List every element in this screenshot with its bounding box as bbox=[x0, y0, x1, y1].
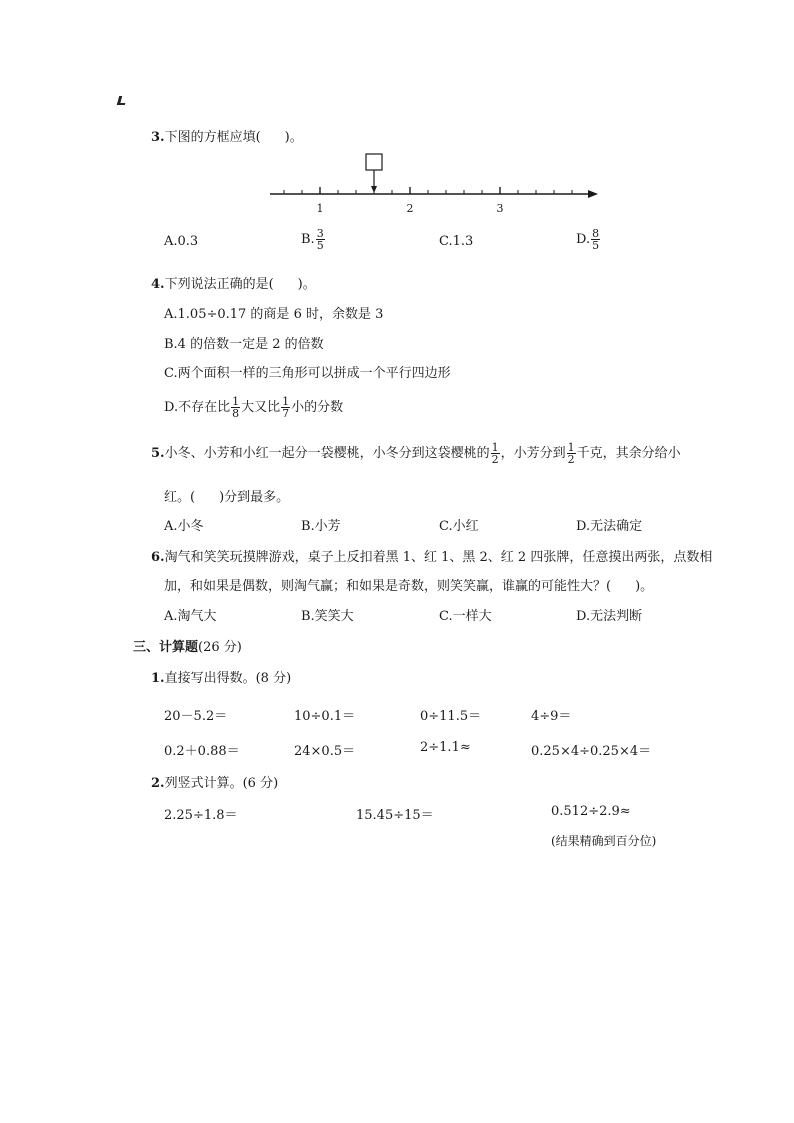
q5-option-c[interactable]: C.小红 bbox=[439, 519, 479, 534]
q5-option-d[interactable]: D.无法确定 bbox=[576, 519, 643, 534]
q6-line-2 bbox=[164, 575, 653, 594]
q6-option-b[interactable]: B.笑笑大 bbox=[301, 609, 354, 624]
q3-option-c-letter: C. bbox=[439, 234, 453, 249]
q4-number: 4. bbox=[151, 277, 165, 292]
calc-part-1-score: (8 分) bbox=[255, 671, 292, 686]
q4-option-d-fraction-2: $\frac{1}{7}$ bbox=[282, 395, 290, 420]
vertical-calc-item[interactable]: 15.45÷15＝ bbox=[356, 808, 434, 823]
q4-option-b[interactable]: B.4 的倍数一定是 2 的倍数 bbox=[164, 337, 324, 352]
calc-item[interactable]: 0.2＋0.88＝ bbox=[164, 744, 240, 759]
q3-option-c[interactable] bbox=[439, 234, 473, 249]
calc-part-1-number: 1. bbox=[151, 671, 165, 686]
q5-number: 5. bbox=[151, 446, 165, 461]
section-3-score: (26 分) bbox=[198, 640, 242, 655]
q4-option-c[interactable]: C.两个面积一样的三角形可以拼成一个平行四边形 bbox=[164, 366, 451, 381]
tick-label: 1 bbox=[316, 202, 324, 214]
calc-item[interactable]: 0÷11.5＝ bbox=[420, 709, 482, 724]
vertical-calc-item[interactable]: 2.25÷1.8＝ bbox=[164, 808, 238, 823]
calc-part-2-heading bbox=[151, 772, 278, 791]
q3-option-d[interactable] bbox=[576, 228, 601, 251]
tick-label: 2 bbox=[406, 202, 414, 214]
answer-box bbox=[366, 154, 382, 170]
rounding-note: (结果精确到百分位) bbox=[551, 834, 657, 848]
calc-part-2-title: 列竖式计算。 bbox=[164, 776, 243, 791]
q4-stem-end: )。 bbox=[297, 277, 316, 292]
q6-text-end: )。 bbox=[635, 579, 654, 594]
q5-option-b[interactable]: B.小芳 bbox=[301, 519, 341, 534]
q5-line-2 bbox=[164, 486, 289, 505]
q4-option-d-pre: D.不存在比 bbox=[164, 400, 231, 415]
q6-option-c[interactable]: C.一样大 bbox=[439, 609, 492, 624]
q6-number: 6. bbox=[151, 550, 165, 565]
calc-part-1-title: 直接写出得数。 bbox=[164, 671, 256, 686]
calc-item[interactable]: 4÷9＝ bbox=[531, 709, 572, 724]
calc-item[interactable]: 24×0.5＝ bbox=[294, 744, 356, 759]
box-pointer-head bbox=[371, 186, 377, 193]
q5-text-a: 小冬、小芳和小红一起分一袋樱桃，小冬分到这袋樱桃的 bbox=[164, 446, 490, 461]
q3-option-b-letter: B. bbox=[301, 232, 315, 247]
vertical-calc-item[interactable]: 0.512÷2.9≈ bbox=[551, 804, 631, 819]
q3-number: 3. bbox=[151, 130, 165, 145]
q3-number-line bbox=[262, 148, 602, 214]
q3-option-a-letter: A. bbox=[164, 234, 178, 249]
q4-option-a[interactable]: A.1.05÷0.17 的商是 6 时，余数是 3 bbox=[164, 307, 384, 322]
q5-text-b: ，小芳分到 bbox=[500, 446, 566, 461]
tick-label: 3 bbox=[496, 202, 504, 214]
q3-stem-end: )。 bbox=[284, 130, 303, 145]
q3-option-d-fraction: $\frac{8}{5}$ bbox=[592, 227, 600, 252]
calc-item[interactable]: 0.25×4÷0.25×4＝ bbox=[531, 744, 652, 759]
q6-text-1: 淘气和笑笑玩摸牌游戏，桌子上反扣着黑 1、红 1、黑 2、红 2 四张牌，任意摸出两张，点数相 bbox=[164, 550, 713, 565]
number-line-arrow bbox=[588, 190, 598, 198]
section-3-title: 三、计算题 bbox=[133, 640, 199, 655]
q6-option-d[interactable]: D.无法判断 bbox=[576, 609, 643, 624]
q4-option-d-mid: 大又比 bbox=[241, 400, 281, 415]
q3-stem-text: 下图的方框应填( bbox=[164, 130, 261, 145]
scan-mark bbox=[117, 96, 127, 105]
calc-part-2-score: (6 分) bbox=[242, 776, 279, 791]
calc-part-2-number: 2. bbox=[151, 776, 165, 791]
q4-option-d[interactable] bbox=[164, 396, 343, 419]
q6-text-2: 加，和如果是偶数，则淘气赢；和如果是奇数，则笑笑赢，谁赢的可能性大？( bbox=[164, 579, 612, 594]
q5-fraction-1: $\frac{1}{2}$ bbox=[491, 441, 499, 466]
q5-fraction-2: $\frac{1}{2}$ bbox=[567, 441, 575, 466]
q3-option-b[interactable] bbox=[301, 228, 326, 251]
q3-option-a-text: 0.3 bbox=[177, 234, 199, 249]
calc-part-1-heading bbox=[151, 667, 291, 686]
section-3-heading bbox=[133, 636, 242, 655]
q5-option-a[interactable]: A.小冬 bbox=[164, 519, 204, 534]
q4-stem-text: 下列说法正确的是( bbox=[164, 277, 274, 292]
q4-stem bbox=[151, 273, 316, 292]
q5-text-d: 红。( bbox=[164, 490, 196, 505]
q4-option-d-post: 小的分数 bbox=[291, 400, 344, 415]
q3-option-b-fraction: $\frac{3}{5}$ bbox=[316, 227, 324, 252]
q6-line-1 bbox=[151, 546, 712, 565]
q5-text-e: )分到最多。 bbox=[219, 490, 290, 505]
q6-option-a[interactable]: A.淘气大 bbox=[164, 609, 217, 624]
q4-option-d-fraction-1: $\frac{1}{8}$ bbox=[232, 395, 240, 420]
q5-text-c: 千克，其余分给小 bbox=[576, 446, 681, 461]
calc-item[interactable]: 2÷1.1≈ bbox=[420, 740, 471, 755]
q3-option-a[interactable] bbox=[164, 234, 198, 249]
calc-item[interactable]: 10÷0.1＝ bbox=[294, 709, 356, 724]
calc-item[interactable]: 20－5.2＝ bbox=[164, 709, 228, 724]
q3-option-c-text: 1.3 bbox=[452, 234, 474, 249]
q5-line-1 bbox=[151, 442, 681, 465]
q3-stem bbox=[151, 126, 303, 145]
q3-option-d-letter: D. bbox=[576, 232, 591, 247]
